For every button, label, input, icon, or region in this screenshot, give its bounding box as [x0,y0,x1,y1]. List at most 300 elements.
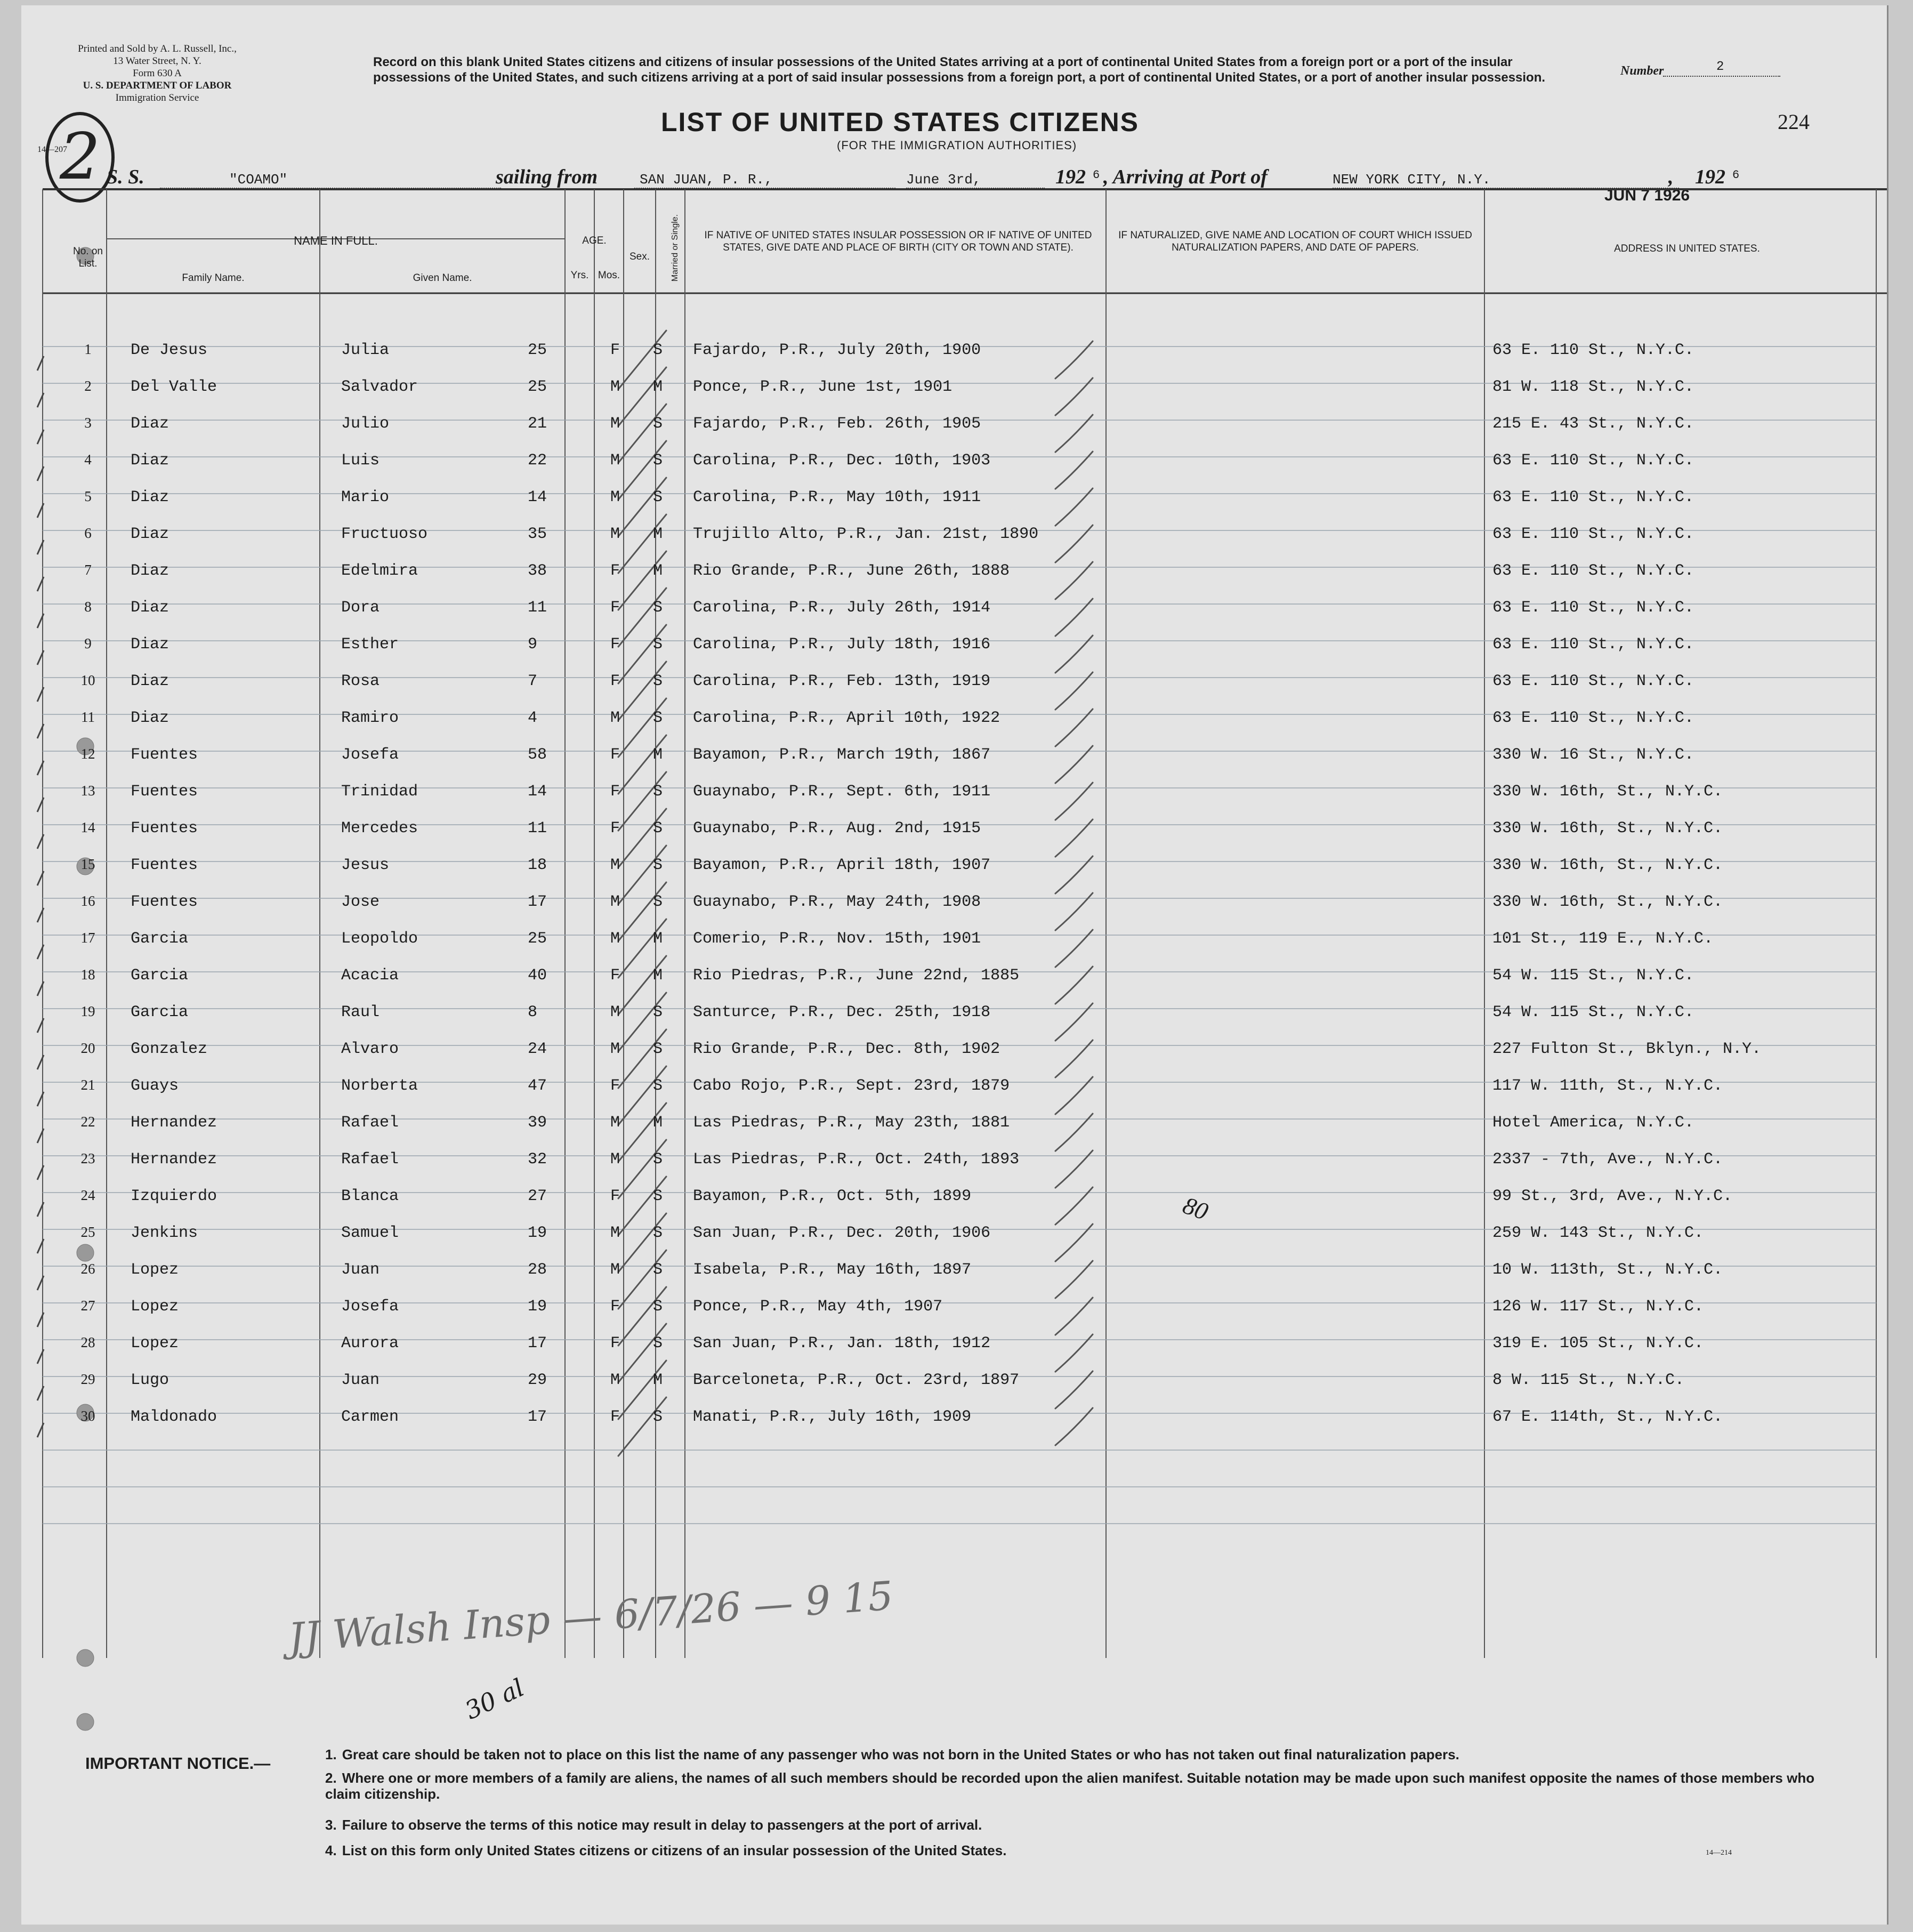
arrival-year-prefix: 192 [1695,166,1725,188]
sex: F [610,1077,620,1095]
family-name: Jenkins [131,1224,198,1242]
manifest-sheet: Printed and Sold by A. L. Russell, Inc., 13 Water Street, N. Y. Form 630 A U. S. DEPARTMENT OF LABOR Immigration Service 2 14—207 Record on this blank United States citizens and citizens of insular possessions of the United States arriving at a port of continental United States from a foreign port or a port of the insular possessions of the United States, and such citizens arriving at a port of said insular possessions from a foreign port, a port of continental United States, or a port of another insular possession. Number 2 LIST OF UNITED STATES CITIZENS (FOR THE IMMIGRATION AUTHORITIES) 224 S. S. "COAMO" sailing from SAN JUAN, P. R., June 3rd, 192 6 , Arriving at Port of NEW YORK CITY, N.Y. JUN 7 1926 , 192 6 No. on List. NAME IN FULL. Family Name. Given Name. AGE. Yrs. Mos. Sex. Married or Single. IF NATIVE OF UNITED STATES INSULAR POSSESSION OR IF NATIVE OF UNITED STATES, GIVE DATE AND PLACE OF BIRTH (CITY OR TOWN AND STATE). IF NATURALIZED, GIVE NAME AND LOCATION OF COURT WHICH ISSUED NATURALIZATION PAPERS, AND DATE OF PAPERS. ADDRESS IN UNITED STATES. 1 De Jesus Julia 25 F S Fajardo, P.R., July 20th, 1900 63 E. 110 St., N.Y.C. 2 Del Valle Salvador 25 M M Ponce, P.R., June 1st, 1901 81 W. 118 St., N.Y.C. 3 Diaz Julio 21 M S Fajardo, P.R., Feb. 26th, 1905 215 E. 43 St., N.Y.C. 4 Diaz Luis 22 M S Carolina, P.R., Dec. 10th, 1903 63 E. 110 St., N.Y.C. 5 Diaz Mario 14 M S Carolina, P.R., May 10th, 1911 63 E. 110 St., N.Y.C. 6 Diaz Fructuoso 35 M M Trujillo Alto, P.R., Jan. 21st, 1890 63 E. 110 St., N.Y.C. 7 Diaz Edelmira 38 F M Rio Grande, P.R., June 26th, 1888 63 E. 110 St., N.Y.C. 8 Diaz Dora 11 F S Carolina, P.R., July 26th, 1914 63 E. 110 St., N.Y.C. 9 Diaz Esther 9 F S Carolina, P.R., July 18th, 1916 63 E. 110 St., N.Y.C. 10 Diaz Rosa 7 F S Carolina, P.R., Feb. 13th, 1919 63 E. 110 St., N.Y.C. 11 Diaz Ramiro 4 M S Carolina, P.R., April 10th, 1922 63 E. 110 St., N.Y.C. 12 Fuentes Josefa 58 F M Bayamon, P.R., March 19th, 1867 330 W. 16 St., N.Y.C. 13 Fuentes Trinidad 14 F S Guaynabo, P.R., Sept. 6th, 1911 330 W. 16th, St., N.Y.C. 14 Fuentes Mercedes 11 F S Guaynabo, P.R., Aug. 2nd, 1915 330 W. 16th, St., N.Y.C. 15 Fuentes Jesus 18 M S Bayamon, P.R., April 18th, 1907 330 W. 16th, St., N.Y.C. 16 Fuentes Jose 17 M S Guaynabo, P.R., May 24th, 1908 330 W. 16th, St., N.Y.C. 17 Garcia Leopoldo 25 M M Comerio, P.R., Nov. 15th, 1901 101 St., 119 E., N.Y.C. 18 Garcia Acacia 40 F M Rio Piedras, P.R., June 22nd, 1885 54 W. 115 St., N.Y.C. 19 Garcia Raul 8 M S Santurce, P.R., Dec. 25th, 1918 54 W. 115 St., N.Y.C. 20 Gonzalez Alvaro 24 M S Rio Grande, P.R., Dec. 8th, 1902 227 Fulton St., Bklyn., N.Y. 21 Guays Norberta 47 F S Cabo Rojo, P.R., Sept. 23rd, 1879 117 W. 11th, St., N.Y.C. 22 Hernandez Rafael 39 M M Las Piedras, P.R., May 23th, 1881 Hotel America, N.Y.C. 23 Hernandez Rafael 32 M S Las Piedras, P.R., Oct. 24th, 1893 2337 - 7th, Ave., N.Y.C. 24 Izquierdo Blanca 27 F S Bayamon, P.R., Oct. 5th, 1899 99 St., 3rd, Ave., N.Y.C. 25 Jenkins Samuel 19 M S San Juan, P.R., Dec. 20th, 1906 259 W. 143 St., N.Y.C. 26 Lopez Juan 28 M S Isabela, P.R., May 16th, 1897 10 W. 113th, St., N.Y.C. 27 Lopez Josefa 19 F S Ponce, P.R., May 4th, 1907 126 W. 117 St., N.Y.C. 28 Lopez Aurora 17 F S San Juan, P.R., Jan. 18th, 1912 319 E. 105 St., N.Y.C. 29 Lugo Juan 29 M M Barceloneta, P.R., Oct. 23rd, 1897 8 W. 115 St., N.Y.C. 30 Maldonado Carmen 17 F S Manati, P.R., July 16th, 1909 67 E. 114th, St., N.Y.C. 80 30 al JJ Walsh Insp — 6/7/26 — 9 15 IMPORTANT NOTICE.— 1. Great care should be taken not to place on this list the name of any passenger who was not born in the United States or who has not taken out final naturalization papers. 2. Where one or more members of a family are aliens, the names of all such members should be recorded upon the alien manifest. Suitable notation may be made upon such manifest opposite the names of those members who claim citizenship. 3. Failure to observe the terms of this notice may result in delay to passengers at the port of arrival. 4. List on this form only United States citizens or citizens of an insular possession of the United States. 14—214 [21,5,1888,1925]
marital-status: S [653,783,663,801]
address: 101 St., 119 E., N.Y.C. [1492,930,1714,948]
address: 81 W. 118 St., N.Y.C. [1492,378,1694,396]
marital-status: M [653,562,663,580]
col-header-no: No. on List. [73,246,103,269]
number-underline [1663,76,1780,77]
sex: F [610,819,620,838]
birth-place-date: Ponce, P.R., May 4th, 1907 [693,1298,943,1316]
marital-status: S [653,488,663,506]
family-name: Diaz [131,525,169,543]
row-number: 21 [80,1077,95,1093]
given-name: Rafael [341,1150,399,1169]
address: 63 E. 110 St., N.Y.C. [1492,452,1694,470]
marital-status: S [653,1150,663,1169]
marital-status: S [653,1261,663,1279]
marital-status: S [653,1040,663,1058]
sex: M [610,452,620,470]
marital-status: S [653,893,663,911]
sex: M [610,856,620,874]
family-name: Gonzalez [131,1040,208,1058]
address: 330 W. 16th, St., N.Y.C. [1492,783,1723,801]
notice-text: Where one or more members of a family are aliens, the names of all such members should be recorded upon the alien manifest. Suitable notation may be made upon such manifest opposite the names of those members who claim citizenship. [325,1770,1815,1802]
notice-text: List on this form only United States citizens or citizens of an insular possession of the United States. [342,1842,1007,1858]
address: 330 W. 16th, St., N.Y.C. [1492,856,1723,874]
row-number: 5 [84,488,92,504]
col-header-age: AGE. [582,235,607,246]
family-name: Lopez [131,1334,179,1353]
address: 126 W. 117 St., N.Y.C. [1492,1298,1704,1316]
given-name: Salvador [341,378,418,396]
punch-hole [77,1649,94,1667]
sex: M [610,1114,620,1132]
row-number: 29 [80,1371,95,1387]
age-years: 14 [528,783,547,801]
address: 319 E. 105 St., N.Y.C. [1492,1334,1704,1353]
given-name: Carmen [341,1408,399,1426]
row-number: 13 [80,783,95,799]
sex: F [610,967,620,985]
sex: M [610,525,620,543]
given-name: Samuel [341,1224,399,1242]
col-header-married: Married or Single. [671,214,680,282]
row-number: 10 [80,672,95,688]
birth-place-date: Rio Grande, P.R., June 26th, 1888 [693,562,1010,580]
page-subtitle: (FOR THE IMMIGRATION AUTHORITIES) [837,139,1077,152]
sex: F [610,1187,620,1205]
birth-place-date: Las Piedras, P.R., May 23th, 1881 [693,1114,1010,1132]
birth-place-date: Ponce, P.R., June 1st, 1901 [693,378,953,396]
family-name: Izquierdo [131,1187,217,1205]
notice-num: 4. [325,1842,337,1858]
printer-line: Form 630 A [133,68,182,79]
family-name: Del Valle [131,378,217,396]
age-years: 40 [528,967,547,985]
year-suffix: 6 [1093,168,1100,182]
notice-text: Failure to observe the terms of this notice may result in delay to passengers at the port of arrival. [342,1817,982,1833]
given-name: Mercedes [341,819,418,838]
marital-status: S [653,1187,663,1205]
marital-status: S [653,452,663,470]
age-years: 38 [528,562,547,580]
given-name: Esther [341,635,399,654]
notice-num: 3. [325,1817,337,1833]
family-name: Diaz [131,599,169,617]
row-number: 19 [80,1003,95,1019]
sex: F [610,341,620,359]
age-years: 47 [528,1077,547,1095]
row-number: 20 [80,1040,95,1056]
family-name: Diaz [131,635,169,654]
col-header-given: Given Name. [413,272,472,284]
row-number: 26 [80,1261,95,1277]
sex: F [610,635,620,654]
given-name: Ramiro [341,709,399,727]
family-name: Diaz [131,709,169,727]
departure-port: SAN JUAN, P. R., [640,172,773,188]
ship-name: "COAMO" [229,172,288,188]
row-number: 18 [80,967,95,983]
age-years: 21 [528,415,547,433]
notice-item [325,1842,1818,1858]
age-years: 18 [528,856,547,874]
row-number: 11 [81,709,95,725]
arrival-port: NEW YORK CITY, N.Y. [1333,172,1491,188]
family-name: Diaz [131,488,169,506]
sex: M [610,488,620,506]
address: 215 E. 43 St., N.Y.C. [1492,415,1694,433]
row-number: 22 [80,1114,95,1130]
address: Hotel America, N.Y.C. [1492,1114,1694,1132]
bottom-form-code: 14—214 [1706,1849,1732,1857]
birth-place-date: Bayamon, P.R., April 18th, 1907 [693,856,991,874]
arrival-year-suffix: 6 [1732,168,1740,182]
marital-status: M [653,746,663,764]
age-years: 17 [528,1334,547,1353]
address: 330 W. 16th, St., N.Y.C. [1492,893,1723,911]
age-years: 25 [528,378,547,396]
row-number: 15 [80,856,95,872]
number-value: 2 [1716,60,1724,74]
page-number: 224 [1778,110,1810,134]
given-name: Fructuoso [341,525,428,543]
birth-place-date: Isabela, P.R., May 16th, 1897 [693,1261,972,1279]
given-name: Josefa [341,746,399,764]
address: 63 E. 110 St., N.Y.C. [1492,488,1694,506]
sex: F [610,746,620,764]
marital-status: S [653,1334,663,1353]
marital-status: S [653,1003,663,1021]
family-name: Garcia [131,930,189,948]
age-years: 11 [528,819,547,838]
punch-hole [77,1244,94,1261]
age-years: 9 [528,635,538,654]
family-name: Hernandez [131,1114,217,1132]
address: 54 W. 115 St., N.Y.C. [1492,967,1694,985]
naturalized-mark: 80 [1179,1191,1212,1226]
address: 63 E. 110 St., N.Y.C. [1492,709,1694,727]
row-number: 30 [80,1408,95,1424]
family-name: Fuentes [131,856,198,874]
row-number: 27 [80,1298,95,1314]
form-code: 14—207 [37,145,67,154]
sex: M [610,1040,620,1058]
age-years: 58 [528,746,547,764]
birth-place-date: San Juan, P.R., Dec. 20th, 1906 [693,1224,991,1242]
age-years: 39 [528,1114,547,1132]
address: 63 E. 110 St., N.Y.C. [1492,525,1694,543]
col-header-address: ADDRESS IN UNITED STATES. [1614,243,1760,254]
address: 63 E. 110 St., N.Y.C. [1492,635,1694,654]
given-name: Mario [341,488,390,506]
row-number: 1 [84,341,92,357]
given-name: Acacia [341,967,399,985]
marital-status: M [653,525,663,543]
given-name: Jose [341,893,380,911]
address: 330 W. 16 St., N.Y.C. [1492,746,1694,764]
marital-status: M [653,1371,663,1389]
marital-status: M [653,1114,663,1132]
sex: F [610,783,620,801]
sex: F [610,599,620,617]
col-header-family: Family Name. [182,272,245,284]
row-number: 28 [80,1334,95,1350]
family-name: Diaz [131,562,169,580]
given-name: Norberta [341,1077,418,1095]
marital-status: M [653,967,663,985]
sex: M [610,930,620,948]
age-years: 35 [528,525,547,543]
marital-status: S [653,1298,663,1316]
age-years: 4 [528,709,538,727]
row-number: 4 [84,452,92,468]
address: 63 E. 110 St., N.Y.C. [1492,341,1694,359]
family-name: Guays [131,1077,179,1095]
printer-line: Printed and Sold by A. L. Russell, Inc., [78,43,237,54]
age-years: 25 [528,930,547,948]
row-number: 16 [80,893,95,909]
address: 99 St., 3rd, Ave., N.Y.C. [1492,1187,1733,1205]
birth-place-date: Bayamon, P.R., March 19th, 1867 [693,746,991,764]
ss-label: S. S. [107,166,144,188]
birth-place-date: San Juan, P.R., Jan. 18th, 1912 [693,1334,991,1353]
sex: M [610,415,620,433]
family-name: Lugo [131,1371,169,1389]
count-note: 30 al [460,1673,529,1725]
address: 63 E. 110 St., N.Y.C. [1492,562,1694,580]
record-instructions: Record on this blank United States citizens and citizens of insular possessions of the United States arriving at a port of continental United States from a foreign port or a port of the insular possessions of the United States, and such citizens arriving at a port of said insular possessions from a foreign port, a port of continental United States, or a port of another insular possession. [373,55,1546,85]
birth-place-date: Rio Grande, P.R., Dec. 8th, 1902 [693,1040,1000,1058]
row-number: 25 [80,1224,95,1240]
sex: M [610,1224,620,1242]
row-number: 3 [84,415,92,431]
given-name: Alvaro [341,1040,399,1058]
sex: M [610,1150,620,1169]
given-name: Luis [341,452,380,470]
age-years: 27 [528,1187,547,1205]
notice-num: 1. [325,1746,337,1762]
sex: M [610,1003,620,1021]
family-name: Fuentes [131,893,198,911]
family-name: Fuentes [131,746,198,764]
sex: F [610,672,620,690]
age-years: 25 [528,341,547,359]
departure-date: June 3rd, [906,172,981,188]
birth-place-date: Guaynabo, P.R., Aug. 2nd, 1915 [693,819,981,838]
marital-status: S [653,1224,663,1242]
marital-status: S [653,819,663,838]
birth-place-date: Carolina, P.R., July 26th, 1914 [693,599,991,617]
given-name: Juan [341,1371,380,1389]
notice-item [325,1746,1818,1762]
row-number: 8 [84,599,92,615]
address: 8 W. 115 St., N.Y.C. [1492,1371,1685,1389]
marital-status: S [653,1077,663,1095]
birth-place-date: Fajardo, P.R., July 20th, 1900 [693,341,981,359]
marital-status: S [653,341,663,359]
given-name: Dora [341,599,380,617]
birth-place-date: Trujillo Alto, P.R., Jan. 21st, 1890 [693,525,1039,543]
age-years: 17 [528,1408,547,1426]
family-name: Lopez [131,1298,179,1316]
printer-line: Immigration Service [115,92,199,103]
family-name: Diaz [131,415,169,433]
given-name: Josefa [341,1298,399,1316]
age-years: 11 [528,599,547,617]
arriving-label: , Arriving at Port of [1103,166,1268,188]
row-number: 12 [80,746,95,762]
marital-status: S [653,1408,663,1426]
circled-number-text: 2 [59,120,101,194]
marital-status: M [653,930,663,948]
birth-place-date: Comerio, P.R., Nov. 15th, 1901 [693,930,981,948]
given-name: Raul [341,1003,380,1021]
col-header-sex: Sex. [629,251,650,262]
row-number: 7 [84,562,92,578]
notice-text: Great care should be taken not to place on this list the name of any passenger who was not born in the United States or who has not taken out final naturalization papers. [342,1746,1459,1762]
family-name: Fuentes [131,783,198,801]
birth-place-date: Cabo Rojo, P.R., Sept. 23rd, 1879 [693,1077,1010,1095]
printer-line: 13 Water Street, N. Y. [113,55,201,67]
family-name: Lopez [131,1261,179,1279]
col-header-name: NAME IN FULL. [294,234,378,247]
given-name: Aurora [341,1334,399,1353]
address: 10 W. 113th, St., N.Y.C. [1492,1261,1723,1279]
family-name: Maldonado [131,1408,217,1426]
birth-place-date: Las Piedras, P.R., Oct. 24th, 1893 [693,1150,1020,1169]
family-name: Fuentes [131,819,198,838]
address: 2337 - 7th, Ave., N.Y.C. [1492,1150,1723,1169]
birth-place-date: Barceloneta, P.R., Oct. 23rd, 1897 [693,1371,1020,1389]
given-name: Trinidad [341,783,418,801]
address: 63 E. 110 St., N.Y.C. [1492,672,1694,690]
sex: F [610,1334,620,1353]
address: 63 E. 110 St., N.Y.C. [1492,599,1694,617]
age-years: 24 [528,1040,547,1058]
given-name: Rafael [341,1114,399,1132]
birth-place-date: Manati, P.R., July 16th, 1909 [693,1408,972,1426]
marital-status: S [653,672,663,690]
sex: F [610,1408,620,1426]
address: 67 E. 114th, St., N.Y.C. [1492,1408,1723,1426]
age-years: 19 [528,1224,547,1242]
birth-place-date: Santurce, P.R., Dec. 25th, 1918 [693,1003,991,1021]
col-header-naturalized: IF NATURALIZED, GIVE NAME AND LOCATION OF COURT WHICH ISSUED NATURALIZATION PAPERS, AND DATE OF PAPERS. [1118,230,1472,253]
address: 117 W. 11th, St., N.Y.C. [1492,1077,1723,1095]
marital-status: S [653,599,663,617]
notice-heading: IMPORTANT NOTICE.— [85,1754,271,1773]
printer-imprint [75,43,240,104]
col-header-mos: Mos. [598,270,620,281]
address: 259 W. 143 St., N.Y.C. [1492,1224,1704,1242]
row-number: 6 [84,525,92,541]
age-years: 22 [528,452,547,470]
marital-status: S [653,709,663,727]
address: 227 Fulton St., Bklyn., N.Y. [1492,1040,1762,1058]
age-years: 8 [528,1003,538,1021]
birth-place-date: Carolina, P.R., Dec. 10th, 1903 [693,452,991,470]
marital-status: M [653,378,663,396]
row-number: 24 [80,1187,95,1203]
sailing-from-label: sailing from [496,166,598,188]
printer-line: U. S. DEPARTMENT OF LABOR [83,80,232,91]
inspector-signature: JJ Walsh Insp — 6/7/26 — 9 15 [287,1573,895,1661]
row-number: 14 [80,819,95,835]
given-name: Jesus [341,856,390,874]
notice-num: 2. [325,1770,337,1786]
sex-column-slash [618,1397,666,1456]
row-number: 9 [84,635,92,651]
given-name: Julio [341,415,390,433]
family-name: Garcia [131,967,189,985]
age-years: 28 [528,1261,547,1279]
family-name: De Jesus [131,341,208,359]
sex: F [610,562,620,580]
year-prefix: 192 [1055,166,1086,188]
arrival-date-stamp: JUN 7 1926 [1604,187,1690,204]
age-years: 14 [528,488,547,506]
sex: M [610,709,620,727]
birth-place-date: Carolina, P.R., July 18th, 1916 [693,635,991,654]
family-name: Diaz [131,672,169,690]
marital-status: S [653,635,663,654]
age-years: 7 [528,672,538,690]
birth-place-date: Carolina, P.R., May 10th, 1911 [693,488,981,506]
page-title: LIST OF UNITED STATES CITIZENS [661,107,1140,137]
given-name: Blanca [341,1187,399,1205]
marital-status: S [653,856,663,874]
notice-item [325,1770,1818,1802]
age-years: 29 [528,1371,547,1389]
given-name: Leopoldo [341,930,418,948]
birth-place-date: Carolina, P.R., April 10th, 1922 [693,709,1000,727]
family-name: Garcia [131,1003,189,1021]
birth-place-date: Carolina, P.R., Feb. 13th, 1919 [693,672,991,690]
given-name: Rosa [341,672,380,690]
birth-place-date: Fajardo, P.R., Feb. 26th, 1905 [693,415,981,433]
family-name: Hernandez [131,1150,217,1169]
given-name: Edelmira [341,562,418,580]
notice-item [325,1817,1818,1833]
given-name: Juan [341,1261,380,1279]
number-label: Number [1620,64,1664,78]
col-header-birth: IF NATIVE OF UNITED STATES INSULAR POSSESSION OR IF NATIVE OF UNITED STATES, GIVE DATE AND PLACE OF BIRTH (CITY OR TOWN AND STATE). [704,230,1092,253]
sex: M [610,1261,620,1279]
sex: M [610,378,620,396]
sex: M [610,1371,620,1389]
age-years: 19 [528,1298,547,1316]
birth-place-date: Guaynabo, P.R., May 24th, 1908 [693,893,981,911]
marital-status: S [653,415,663,433]
sex: M [610,893,620,911]
row-number: 2 [84,378,92,394]
birth-place-date: Rio Piedras, P.R., June 22nd, 1885 [693,967,1020,985]
col-header-yrs: Yrs. [570,270,589,281]
given-name: Julia [341,341,390,359]
family-name: Diaz [131,452,169,470]
punch-hole [77,1713,94,1730]
row-number: 17 [80,930,95,946]
sex: F [610,1298,620,1316]
row-number: 23 [80,1150,95,1166]
birth-place-date: Bayamon, P.R., Oct. 5th, 1899 [693,1187,972,1205]
age-years: 32 [528,1150,547,1169]
birth-place-date: Guaynabo, P.R., Sept. 6th, 1911 [693,783,991,801]
address: 330 W. 16th, St., N.Y.C. [1492,819,1723,838]
address: 54 W. 115 St., N.Y.C. [1492,1003,1694,1021]
